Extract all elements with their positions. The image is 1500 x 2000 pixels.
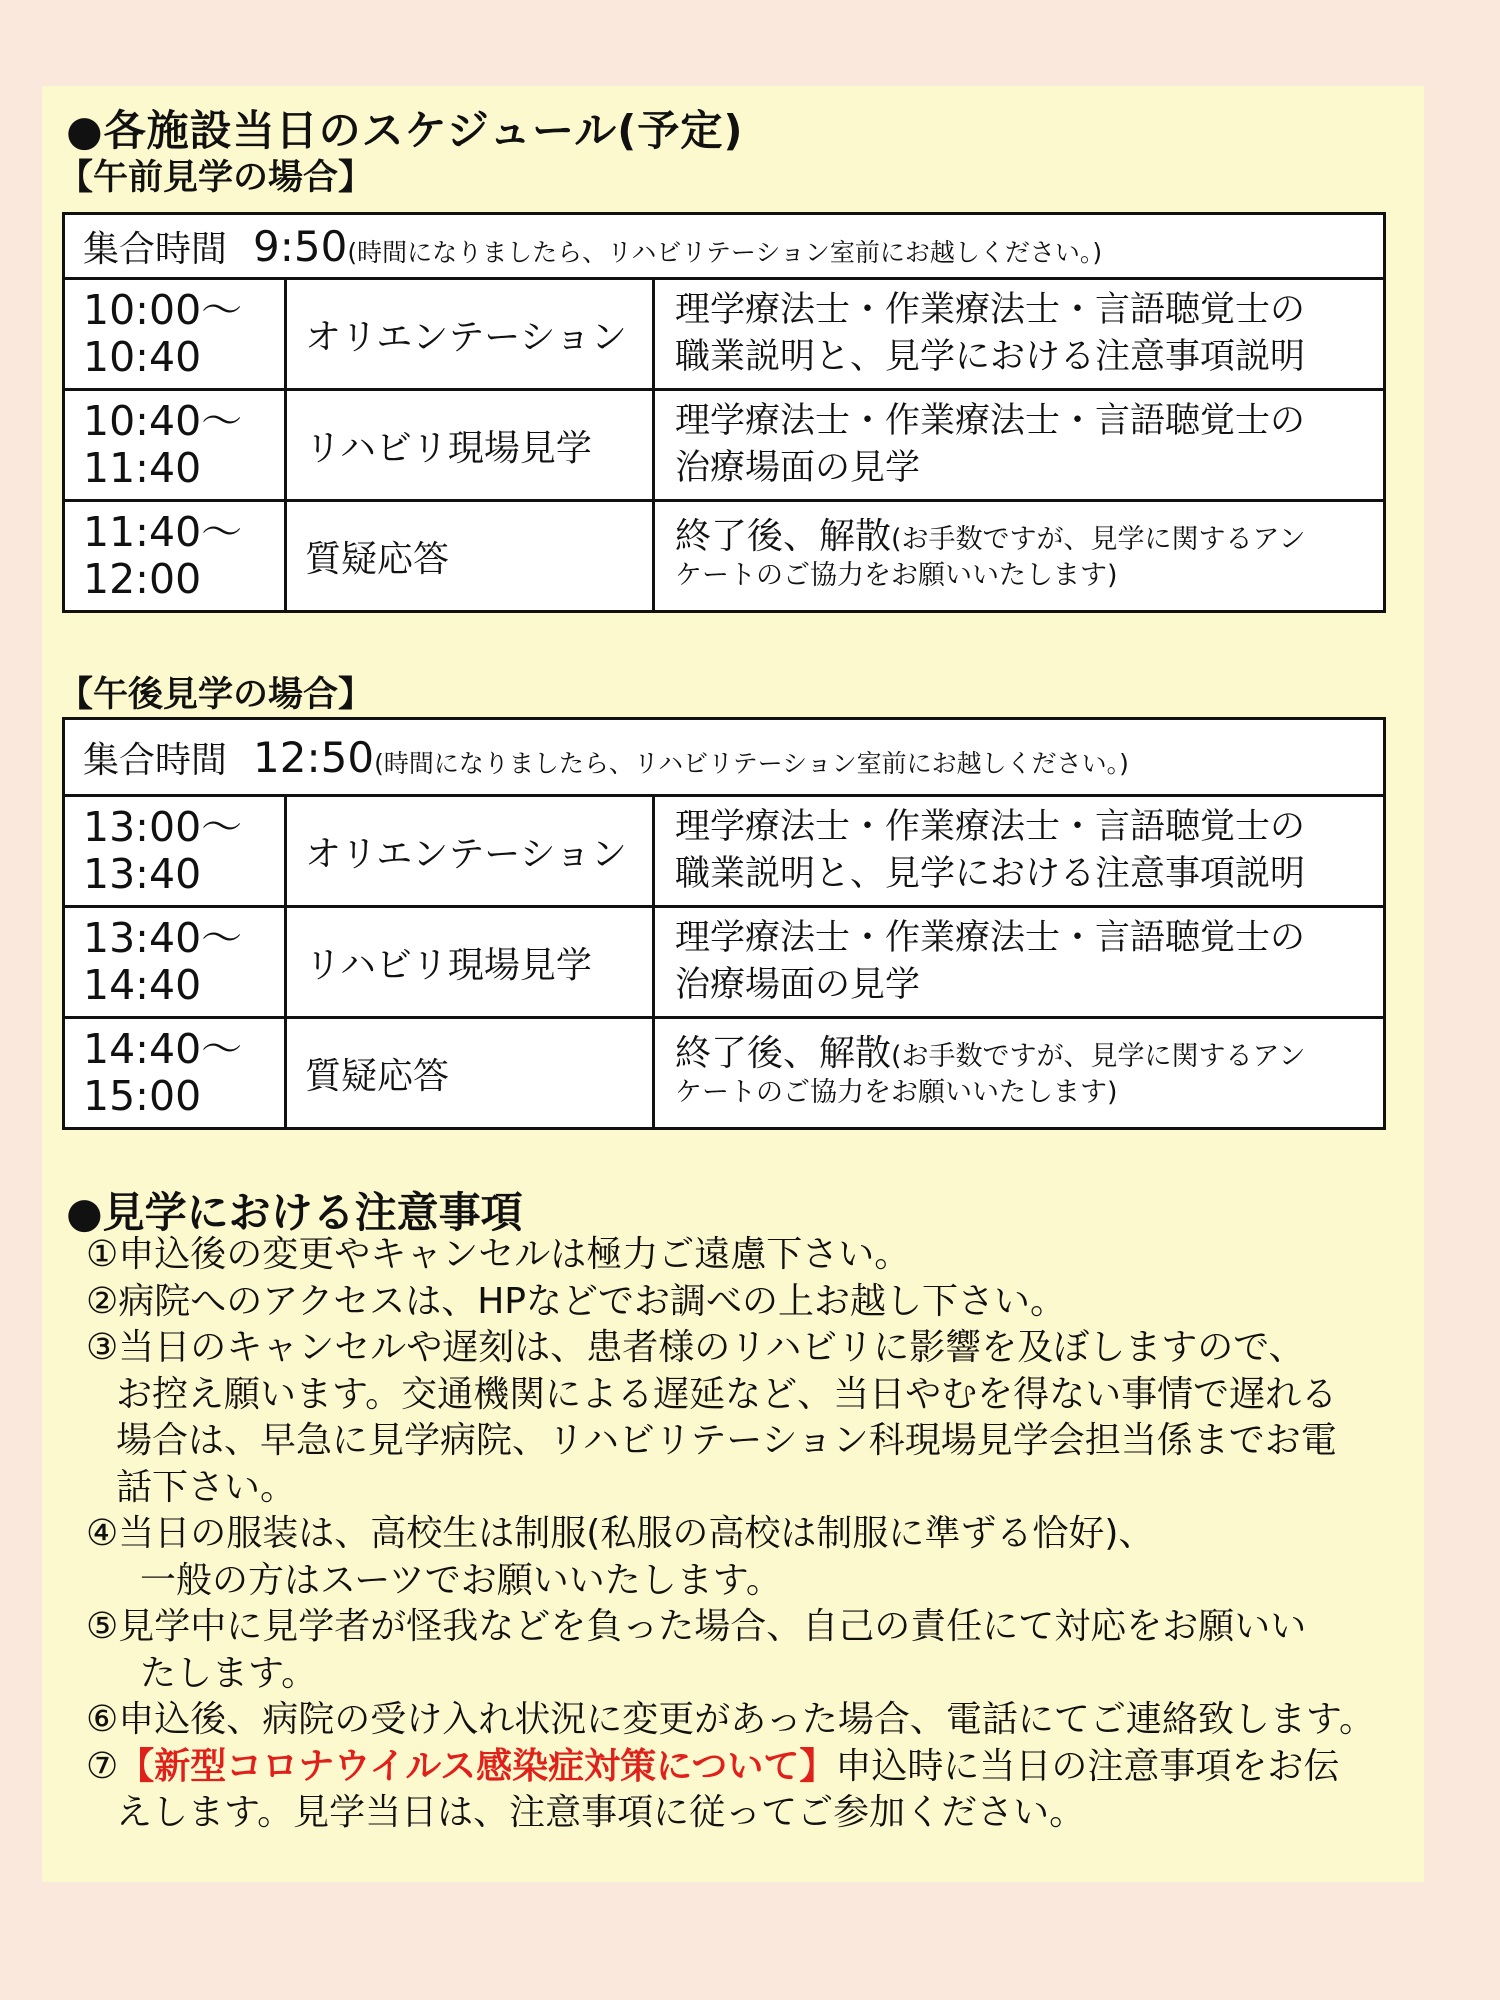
description-cell: 理学療法士・作業療法士・言語聴覚士の 治療場面の見学 [654, 390, 1385, 501]
time-cell: 10:00〜 10:40 [64, 279, 286, 390]
table-row [64, 796, 1385, 907]
afternoon-schedule-table [62, 717, 1386, 1130]
activity-cell: オリエンテーション [286, 796, 654, 907]
note-item-6: ⑥申込後、病院の受け入れ状況に変更があった場合、電話にてご連絡致します。 [86, 1699, 1376, 1740]
time-cell: 13:00〜 13:40 [64, 796, 286, 907]
gather-time: 12:50 [253, 732, 375, 782]
gather-note: (時間になりましたら、リハビリテーション室前にお越しください。) [374, 748, 1129, 778]
time-cell: 14:40〜 15:00 [64, 1018, 286, 1129]
note-item-5-line-2: たします。 [140, 1652, 318, 1694]
activity-cell: リハビリ現場見学 [286, 390, 654, 501]
notes-list [86, 1232, 1426, 1837]
table-row [64, 390, 1385, 501]
morning-gather-row [64, 214, 1385, 279]
activity-cell: 質疑応答 [286, 501, 654, 612]
note-item-3-line-4: 話下さい。 [116, 1466, 297, 1508]
note-item-7: ⑦【新型コロナウイルス感染症対策について】申込時に当日の注意事項をお伝 [86, 1745, 1340, 1787]
notes-title: ●見学における注意事項 [66, 1188, 523, 1237]
activity-cell: リハビリ現場見学 [286, 907, 654, 1018]
time-cell: 13:40〜 14:40 [64, 907, 286, 1018]
gather-note: (時間になりましたら、リハビリテーション室前にお越しください。) [347, 237, 1103, 267]
gather-time: 9:50 [253, 221, 348, 271]
note-item-4: ④当日の服装は、高校生は制服(私服の高校は制服に準ずる恰好)、 [86, 1513, 1155, 1554]
afternoon-gather-row [64, 719, 1385, 796]
note-item-5: ⑤見学中に見学者が怪我などを負った場合、自己の責任にて対応をお願いい [86, 1606, 1307, 1647]
morning-schedule-table [62, 212, 1386, 613]
note-item-4-line-2: 一般の方はスーツでお願いいたします。 [140, 1559, 782, 1601]
time-cell: 10:40〜 11:40 [64, 390, 286, 501]
table-row [64, 501, 1385, 612]
page-title: ●各施設当日のスケジュール(予定) [66, 106, 744, 155]
activity-cell: 質疑応答 [286, 1018, 654, 1129]
note-item-3-line-2: お控え願います。交通機関による遅延など、当日やむを得ない事情で遅れる [116, 1373, 1338, 1415]
table-row [64, 279, 1385, 390]
gather-label: 集合時間 [83, 739, 228, 781]
morning-section-title: 【午前見学の場合】 [58, 158, 374, 198]
description-cell: 終了後、解散(お手数ですが、見学に関するアン ケートのご協力をお願いいたします) [654, 501, 1385, 612]
description-cell: 終了後、解散(お手数ですが、見学に関するアン ケートのご協力をお願いいたします) [654, 1018, 1385, 1129]
gather-label: 集合時間 [83, 228, 228, 270]
note-item-1: ①申込後の変更やキャンセルは極力ご遠慮下さい。 [86, 1234, 911, 1275]
note-item-3: ③当日のキャンセルや遅刻は、患者様のリハビリに影響を及ぼしますので、 [86, 1327, 1305, 1368]
note-item-7-line-2: えします。見学当日は、注意事項に従ってご参加ください。 [116, 1792, 1086, 1833]
time-cell: 11:40〜 12:00 [64, 501, 286, 612]
table-row [64, 907, 1385, 1018]
covid-notice: 【新型コロナウイルス感染症対策について】 [118, 1745, 836, 1787]
table-row [64, 1018, 1385, 1129]
afternoon-section-title: 【午後見学の場合】 [58, 675, 374, 715]
description-cell: 理学療法士・作業療法士・言語聴覚士の 治療場面の見学 [654, 907, 1385, 1018]
note-item-2: ②病院へのアクセスは、HPなどでお調べの上お越し下さい。 [86, 1280, 1066, 1322]
note-item-3-line-3: 場合は、早急に見学病院、リハビリテーション科現場見学会担当係までお電 [116, 1420, 1337, 1461]
description-cell: 理学療法士・作業療法士・言語聴覚士の 職業説明と、見学における注意事項説明 [654, 279, 1385, 390]
activity-cell: オリエンテーション [286, 279, 654, 390]
description-cell: 理学療法士・作業療法士・言語聴覚士の 職業説明と、見学における注意事項説明 [654, 796, 1385, 907]
